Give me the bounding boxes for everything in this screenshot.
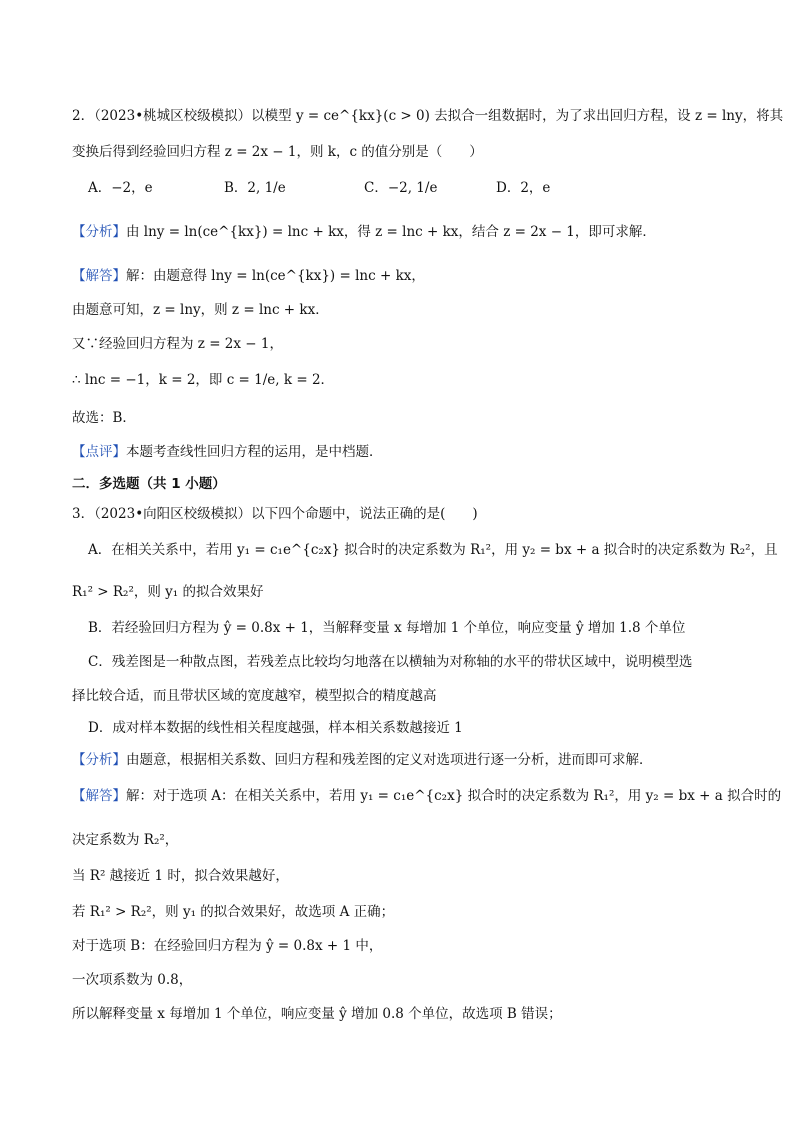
q2-stem-line-2: 变换后得到经验回归方程 z = 2x − 1，则 k，c 的值分别是（ ） [72,144,483,160]
analysis-tag: 【分析】 [72,224,126,240]
q2-analysis [72,222,656,242]
q3-solution-line-4: 若 R₁² > R₂²，则 y₁ 的拟合效果好，故选项 A 正确； [72,904,395,920]
q2-stem-line-1: 2．（2023•桃城区校级模拟）以模型 y = ce^{kx}(c > 0) 去拟合一组数据时，为了求出回归方程，设 z = lny，将其 [72,108,784,124]
q3-option-b: B．若经验回归方程为 ŷ = 0.8x + 1，当解释变量 x 每增加 1 个单位，响应变量 ŷ 增加 1.8 个单位 [88,620,686,636]
q2-comment [72,442,383,462]
solution-tag: 【解答】 [72,788,126,804]
q2-solution-line-5: 故选：B． [72,410,136,426]
q3-option-a-line-2: R₁² > R₂²，则 y₁ 的拟合效果好 [72,584,264,600]
q2-solution-line-3: 又∵经验回归方程为 z = 2x − 1， [72,336,283,352]
q2-solution-line-2: 由题意可知，z = lny，则 z = lnc + kx． [72,302,329,318]
q3-solution-line-3: 当 R² 越接近 1 时，拟合效果越好， [72,868,289,884]
solution-tag: 【解答】 [72,268,126,284]
q2-solution-line-1 [72,266,425,286]
q3-option-a-line-1: A．在相关关系中，若用 y₁ = c₁e^{c₂x} 拟合时的决定系数为 R₁²，用 y₂ = bx + a 拟合时的决定系数为 R₂²，且 [88,542,778,558]
q3-solution-line-1 [72,786,781,806]
q2-option-d: D．2，e [496,180,551,196]
analysis-text: 由 lny = ln(ce^{kx}) = lnc + kx，得 z = lnc + kx，结合 z = 2x − 1，即可求解． [126,224,656,240]
q3-analysis [72,750,653,770]
q2-option-a: A．−2，e [88,180,153,196]
q3-option-c-line-1: C．残差图是一种散点图，若残差点比较均匀地落在以横轴为对称轴的水平的带状区域中，说明模型选 [88,654,693,670]
solution-text: 解：对于选项 A：在相关关系中，若用 y₁ = c₁e^{c₂x} 拟合时的决定系数为 R₁²，用 y₂ = bx + a 拟合时的 [126,788,782,804]
q3-stem: 3．（2023•向阳区校级模拟）以下四个命题中，说法正确的是( ) [72,506,478,522]
q3-solution-line-2: 决定系数为 R₂²， [72,832,179,848]
q2-option-c: C．−2, 1/e [364,180,438,196]
section-heading: 二．多选题（共 1 小题） [72,476,226,492]
q3-solution-line-6: 一次项系数为 0.8， [72,972,193,988]
analysis-text: 由题意，根据相关系数、回归方程和残差图的定义对选项进行逐一分析，进而即可求解． [126,752,653,768]
q3-solution-line-5: 对于选项 B：在经验回归方程为 ŷ = 0.8x + 1 中， [72,938,383,954]
q2-option-b: B．2, 1/e [224,180,286,196]
comment-tag: 【点评】 [72,444,126,460]
analysis-tag: 【分析】 [72,752,126,768]
q3-option-c-line-2: 择比较合适，而且带状区域的宽度越窄，模型拟合的精度越高 [72,688,437,704]
solution-text: 解：由题意得 lny = ln(ce^{kx}) = lnc + kx， [126,268,425,284]
q3-option-d: D．成对样本数据的线性相关程度越强，样本相关系数越接近 1 [88,720,463,736]
q3-solution-line-7: 所以解释变量 x 每增加 1 个单位，响应变量 ŷ 增加 0.8 个单位，故选项 B 错误； [72,1006,562,1022]
comment-text: 本题考查线性回归方程的运用，是中档题． [126,444,383,460]
q2-solution-line-4: ∴ lnc = −1，k = 2，即 c = 1/e, k = 2． [72,372,335,388]
